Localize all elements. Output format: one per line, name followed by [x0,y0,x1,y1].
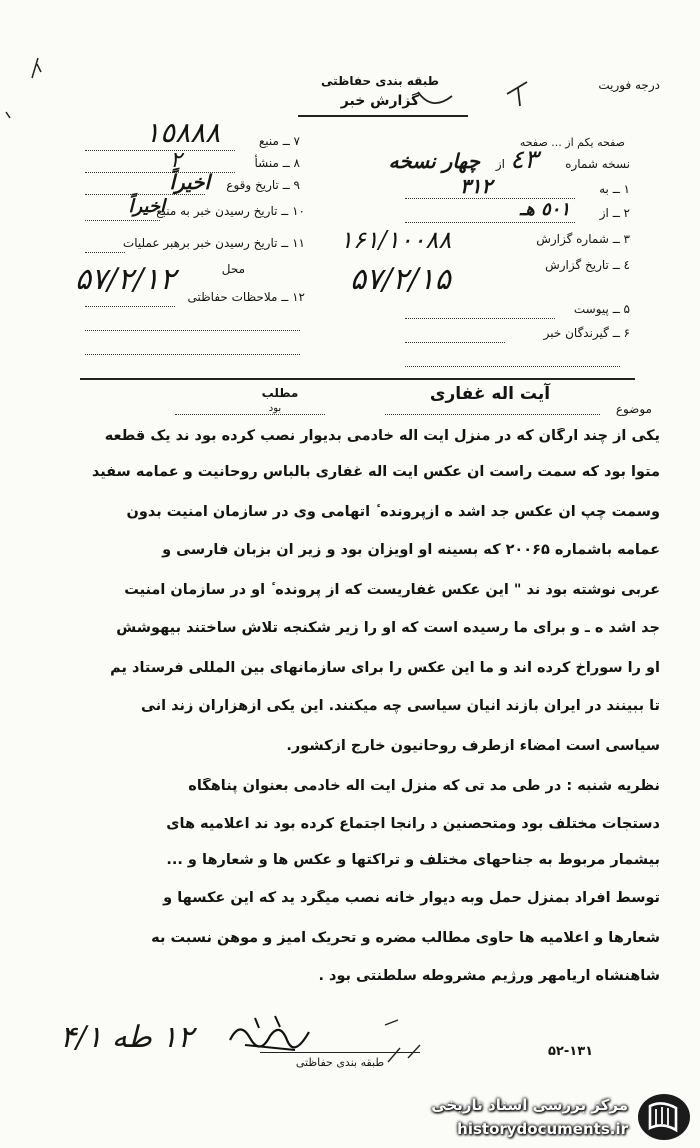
ops-date-label: ۱۱ ــ تاریخ رسیدن خبر برهبر عملیات [122,236,305,250]
body-line: سیاسی است امضاء ازطرف روحانیون خارج ازکشور. [286,738,660,754]
receivers-dots-2 [405,366,620,367]
form-code: ۵۲-۱۳۱ [548,1044,594,1059]
from-dots [405,222,575,223]
event-date-value: اخیراً [169,170,210,194]
copy-number-label: نسخه شماره [565,157,630,171]
footer-classification: طبقه بندی حفاظتی [295,1056,385,1069]
ops-date-dots [85,252,125,253]
body-line: شعارها و اعلامیه ها حاوی مطالب مضره و تحریک آمیز و موهن نسبت به [151,930,660,946]
body-line: توسط افراد بمنزل حمل وبه دیوار خانه نصب میگرد ید که این عکسها و [163,890,660,906]
classification-title: طبقه بندی حفاظتی [321,74,439,88]
place-label: محل [221,262,245,276]
receivers-label: ۶ ــ گیرندگان خبر [543,326,630,340]
watermark-url: historydocuments.ir [457,1120,628,1138]
report-date-value: ۵۷/۲/۱۵ [350,262,451,297]
notes-label: ۱۲ ــ ملاحظات حفاظتی [187,290,305,304]
header-separator [80,378,635,380]
origin-field-label: ۸ ــ منشأ [254,156,300,170]
body-line: عربی نوشته بود ند " این عکس غفاریست که از پرونده ٔ او در سازمان امنیت [124,582,660,598]
book-logo-icon [636,1092,692,1142]
subject-label: موضوع [615,402,652,416]
source-field-label: ۷ ــ منبع [258,134,300,148]
notes-dots-2 [85,330,300,331]
attachment-dots [405,318,555,319]
attachment-label: ۵ ــ پیوست [573,302,630,316]
status-dots [175,414,325,415]
copy-number-value: ٤٣ [510,145,538,175]
body-line: دستجات مختلف بود ومتحصنین د رآنجا اجتماع کرده بود ند اعلامیه های [166,816,660,832]
to-label: ۱ ــ به [599,182,630,196]
page-of-label: صفحه یکم از ... صفحه [519,136,625,149]
source-field-value: ١٥٨٨٨ [145,116,221,149]
status-label: مطلب [261,386,299,400]
copy-of-label: از [495,157,505,171]
copy-of-value: چهار نسخه [388,149,480,173]
notes-dots-1 [85,306,175,307]
subject-dots [385,414,600,415]
report-number-label: ۳ ــ شماره گزارش [536,232,630,246]
body-line: یکی از چند ارگان که در منزل آیت اله خادمی بدیوار نصب کرده بود ند یک قطعه [104,428,660,444]
receivers-dots-1 [405,342,505,343]
body-line: متوا بود که سمت راست آن عکس آیت اله غفاری بالباس روحانیت و عمامه سفید [91,464,660,480]
from-label: ۲ ــ از [599,206,630,220]
body-line: عمامه باشماره ۲۰۰۶۵ که بسینه او آویزان بود و زیر آن بزبان فارسی و [162,542,660,558]
watermark [410,1090,695,1144]
priority-label: درجه فوریت [598,78,660,92]
body-line: او را سوراخ کرده اند و ما این عکس را برای سازمانهای بین المللی فرستاد یم [110,660,660,676]
body-line: وسمت چپ آن عکس جد اشد ه ازپرونده ٔ اتهامی وی در سازمان امنیت بدون [126,504,660,520]
footer-rule [260,1052,420,1053]
from-value: ٥٠١ هـ [519,199,570,220]
body-line: بیشمار مربوط به جناحهای مختلف و تراکتها و عکس ها و شعارها و ... [166,852,660,868]
event-date-label: ۹ ــ تاریخ وقوع [226,178,300,192]
report-title: گزارش خبر [340,93,420,109]
source-dots [85,150,235,151]
handwritten-note: ۱۲ طه ۴/۱ [60,1020,194,1055]
subject-value: آیت اله غفاری [429,384,551,404]
origin-field-value: ٢ [170,148,182,173]
report-date-label: ٤ ــ تاریخ گزارش [545,258,630,272]
report-number-value: ۱۶۱/۱۰۰۸۸ [340,226,452,254]
watermark-name: مرکز بررسی اسناد تاریخی [431,1096,628,1114]
notes-dots-3 [85,354,300,355]
to-value: ٣١٢ [460,174,493,198]
body-line: تا ببینند در ایران بازند انیان سیاسی چه میکنند. این یکی ازهزاران زند انی [141,698,660,714]
body-line: نظریه شنبه : در طی مد تی که منزل آیت اله خادمی بعنوان پناهگاه [188,778,660,794]
event-date-dots [85,194,205,195]
body-line: جد اشد ه ـ و برای ما رسیده است که او را زیر شکنجه تلاش ساختند بیهوشش [116,620,660,636]
status-sub: بود [268,403,282,414]
receipt-date-label: ۱۰ ــ تاریخ رسیدن خبر به منبع [156,204,305,218]
receipt-date-dots [85,220,160,221]
ops-date-value: ۵۷/۲/۱۲ [75,262,176,297]
receipt-date-value: اخیراً [128,196,165,217]
body-line: شاهنشاه آریامهر ورژیم مشروطه سلطنتی بود . [318,968,660,984]
title-underline [298,115,468,117]
